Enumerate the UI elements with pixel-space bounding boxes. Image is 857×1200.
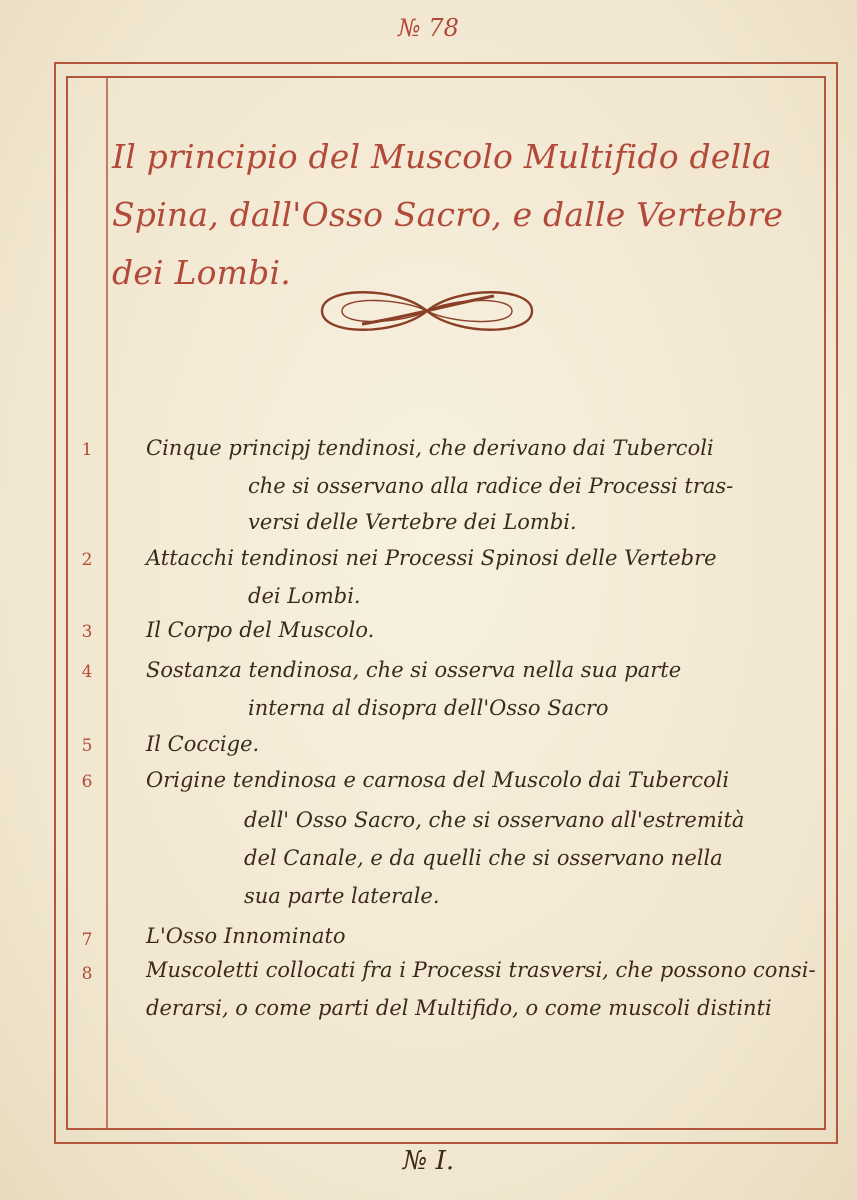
- entry-line: Attacchi tendinosi nei Processi Spinosi delle Vertebre: [146, 546, 717, 570]
- page-title: [112, 128, 812, 302]
- margin-rule: [106, 76, 108, 1130]
- entry-line: che si osservano alla radice dei Processi tras-: [248, 474, 734, 498]
- entry-line: versi delle Vertebre dei Lombi.: [248, 510, 577, 534]
- entry-line: interna al disopra dell'Osso Sacro: [248, 696, 609, 720]
- entry-line: Cinque principj tendinosi, che derivano dai Tubercoli: [146, 436, 714, 460]
- entry-line: L'Osso Innominato: [146, 924, 346, 948]
- entry-line: Origine tendinosa e carnosa del Muscolo dai Tubercoli: [146, 768, 730, 792]
- title-line-1: Il principio del Muscolo Multifido della: [112, 137, 772, 176]
- entry-line: Muscoletti collocati fra i Processi trasversi, che possono consi-: [146, 958, 816, 982]
- title-line-2: Spina, dall'Osso Sacro, e dalle Vertebre dei Lombi.: [112, 195, 784, 292]
- entry-line: Il Coccige.: [146, 732, 260, 756]
- plate-number: № 78: [398, 14, 459, 42]
- entry-number: 2: [81, 550, 93, 570]
- entry-line: del Canale, e da quelli che si osservano nella: [244, 846, 723, 870]
- entry-number: 5: [81, 736, 93, 756]
- entry-line: dei Lombi.: [248, 584, 361, 608]
- entry-number: 4: [81, 662, 93, 682]
- entry-number: 3: [81, 622, 93, 642]
- entry-line: derarsi, o come parti del Multifido, o come muscoli distinti: [146, 996, 772, 1020]
- entry-number: 8: [81, 964, 93, 984]
- entry-line: dell' Osso Sacro, che si osservano all'estremità: [244, 808, 745, 832]
- sheet-number: № I.: [402, 1146, 455, 1176]
- entry-line: Il Corpo del Muscolo.: [146, 618, 375, 642]
- entry-number: 7: [81, 930, 93, 950]
- entry-line: Sostanza tendinosa, che si osserva nella sua parte: [146, 658, 682, 682]
- calligraphic-flourish-icon: [302, 278, 552, 344]
- entry-number: 1: [81, 440, 93, 460]
- entry-number: 6: [81, 772, 93, 792]
- entry-line: sua parte laterale.: [244, 884, 440, 908]
